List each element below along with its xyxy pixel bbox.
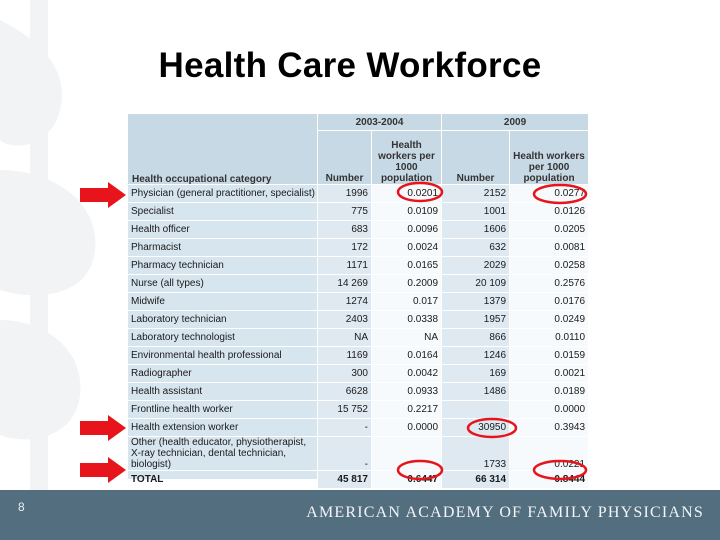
category-cell: Laboratory technician	[128, 311, 318, 329]
per-pop-2009-cell: 0.0189	[510, 383, 589, 401]
per-pop-2009-cell: 0.0159	[510, 347, 589, 365]
per-pop-2003-cell: 0.0096	[372, 221, 442, 239]
table-row	[128, 471, 589, 489]
category-cell: Health extension worker	[128, 419, 318, 437]
per-pop-2003-cell: 0.2217	[372, 401, 442, 419]
number-2009-cell: 1606	[442, 221, 510, 239]
number-2009-cell: 632	[442, 239, 510, 257]
number-2009-cell: 1957	[442, 311, 510, 329]
per-pop-2003-cell: 0.0338	[372, 311, 442, 329]
per-pop-2009-cell: 0.0205	[510, 221, 589, 239]
per-pop-2003-cell: 0.0109	[372, 203, 442, 221]
category-cell: Frontline health worker	[128, 401, 318, 419]
header-period-2: 2009	[442, 114, 589, 131]
category-cell: Physician (general practitioner, specialist)	[128, 185, 318, 203]
number-2003-cell: 172	[318, 239, 372, 257]
per-pop-2009-cell: 0.0021	[510, 365, 589, 383]
number-2009-cell: 2029	[442, 257, 510, 275]
category-cell: TOTAL	[128, 471, 318, 489]
number-2009-cell: 169	[442, 365, 510, 383]
per-pop-2009-cell: 0.0249	[510, 311, 589, 329]
table-row	[128, 203, 589, 221]
category-cell: Other (health educator, physiotherapist, X-ray technician, dental technician, biologist)	[128, 437, 318, 471]
per-pop-2009-cell: 0.2576	[510, 275, 589, 293]
organization-name: AMERICAN ACADEMY OF FAMILY PHYSICIANS	[306, 504, 704, 521]
number-2009-cell: 66 314	[442, 471, 510, 489]
per-pop-2009-cell: 0.0176	[510, 293, 589, 311]
number-2009-cell: 1379	[442, 293, 510, 311]
per-pop-2003-cell: 0.0042	[372, 365, 442, 383]
number-2009-cell: 2152	[442, 185, 510, 203]
per-pop-2009-cell: 0.0000	[510, 401, 589, 419]
table-row	[128, 221, 589, 239]
number-2003-cell: 45 817	[318, 471, 372, 489]
table-row	[128, 185, 589, 203]
category-cell: Laboratory technologist	[128, 329, 318, 347]
number-2003-cell: NA	[318, 329, 372, 347]
per-pop-2003-cell: 0.2009	[372, 275, 442, 293]
per-pop-2009-cell: 0.0081	[510, 239, 589, 257]
number-2003-cell: 1996	[318, 185, 372, 203]
slide-title: Health Care Workforce	[158, 46, 542, 85]
category-header: Health occupational category	[132, 174, 272, 185]
number-2003-cell: 6628	[318, 383, 372, 401]
category-cell: Specialist	[128, 203, 318, 221]
per-pop-2003-cell: 0.0933	[372, 383, 442, 401]
table-row	[128, 293, 589, 311]
header-number-1: Number	[318, 131, 372, 185]
table-row	[128, 347, 589, 365]
table-row	[128, 383, 589, 401]
number-2003-cell: 15 752	[318, 401, 372, 419]
category-cell: Midwife	[128, 293, 318, 311]
per-pop-2009-cell: 0.0221	[510, 437, 589, 471]
header-period-1: 2003-2004	[318, 114, 442, 131]
number-2009-cell: 1246	[442, 347, 510, 365]
number-2003-cell: 775	[318, 203, 372, 221]
per-pop-2009-cell: 0.0110	[510, 329, 589, 347]
header-number-2: Number	[442, 131, 510, 185]
header-per-pop-2: Health workers per 1000 population	[510, 131, 589, 185]
category-cell: Environmental health professional	[128, 347, 318, 365]
per-pop-2009-cell: 0.0126	[510, 203, 589, 221]
table-row	[128, 275, 589, 293]
number-2003-cell: 1274	[318, 293, 372, 311]
number-2009-cell: 1001	[442, 203, 510, 221]
category-cell: Health officer	[128, 221, 318, 239]
number-2009-cell: 30950	[442, 419, 510, 437]
per-pop-2003-cell: 0.0024	[372, 239, 442, 257]
category-cell: Radiographer	[128, 365, 318, 383]
page-number: 8	[18, 500, 25, 514]
table-row	[128, 437, 589, 471]
number-2009-cell	[442, 401, 510, 419]
table-row	[128, 311, 589, 329]
number-2003-cell: 683	[318, 221, 372, 239]
number-2003-cell: 300	[318, 365, 372, 383]
workforce-table-image	[127, 113, 588, 485]
per-pop-2003-cell: 0.017	[372, 293, 442, 311]
table-row	[128, 257, 589, 275]
per-pop-2009-cell: 0.0277	[510, 185, 589, 203]
table-row	[128, 329, 589, 347]
per-pop-2003-cell: 0.0165	[372, 257, 442, 275]
per-pop-2003-cell: NA	[372, 329, 442, 347]
number-2003-cell: -	[318, 437, 372, 471]
number-2003-cell: 1169	[318, 347, 372, 365]
category-cell: Pharmacy technician	[128, 257, 318, 275]
per-pop-2009-cell: 0.8444	[510, 471, 589, 489]
category-cell: Nurse (all types)	[128, 275, 318, 293]
category-cell: Pharmacist	[128, 239, 318, 257]
table-row	[128, 419, 589, 437]
table-row	[128, 239, 589, 257]
number-2003-cell: -	[318, 419, 372, 437]
number-2003-cell: 2403	[318, 311, 372, 329]
number-2009-cell: 866	[442, 329, 510, 347]
per-pop-2009-cell: 0.3943	[510, 419, 589, 437]
per-pop-2003-cell: 0.6447	[372, 471, 442, 489]
per-pop-2003-cell: 0.0201	[372, 185, 442, 203]
header-per-pop-1: Health workers per 1000 population	[372, 131, 442, 185]
workforce-table	[127, 113, 589, 489]
per-pop-2003-cell: 0.0000	[372, 419, 442, 437]
number-2009-cell: 1486	[442, 383, 510, 401]
category-cell: Health assistant	[128, 383, 318, 401]
table-row	[128, 401, 589, 419]
number-2009-cell: 1733	[442, 437, 510, 471]
per-pop-2003-cell: -	[372, 437, 442, 471]
footer-bar	[0, 490, 720, 540]
per-pop-2003-cell: 0.0164	[372, 347, 442, 365]
number-2003-cell: 1171	[318, 257, 372, 275]
number-2003-cell: 14 269	[318, 275, 372, 293]
table-row	[128, 365, 589, 383]
number-2009-cell: 20 109	[442, 275, 510, 293]
per-pop-2009-cell: 0.0258	[510, 257, 589, 275]
